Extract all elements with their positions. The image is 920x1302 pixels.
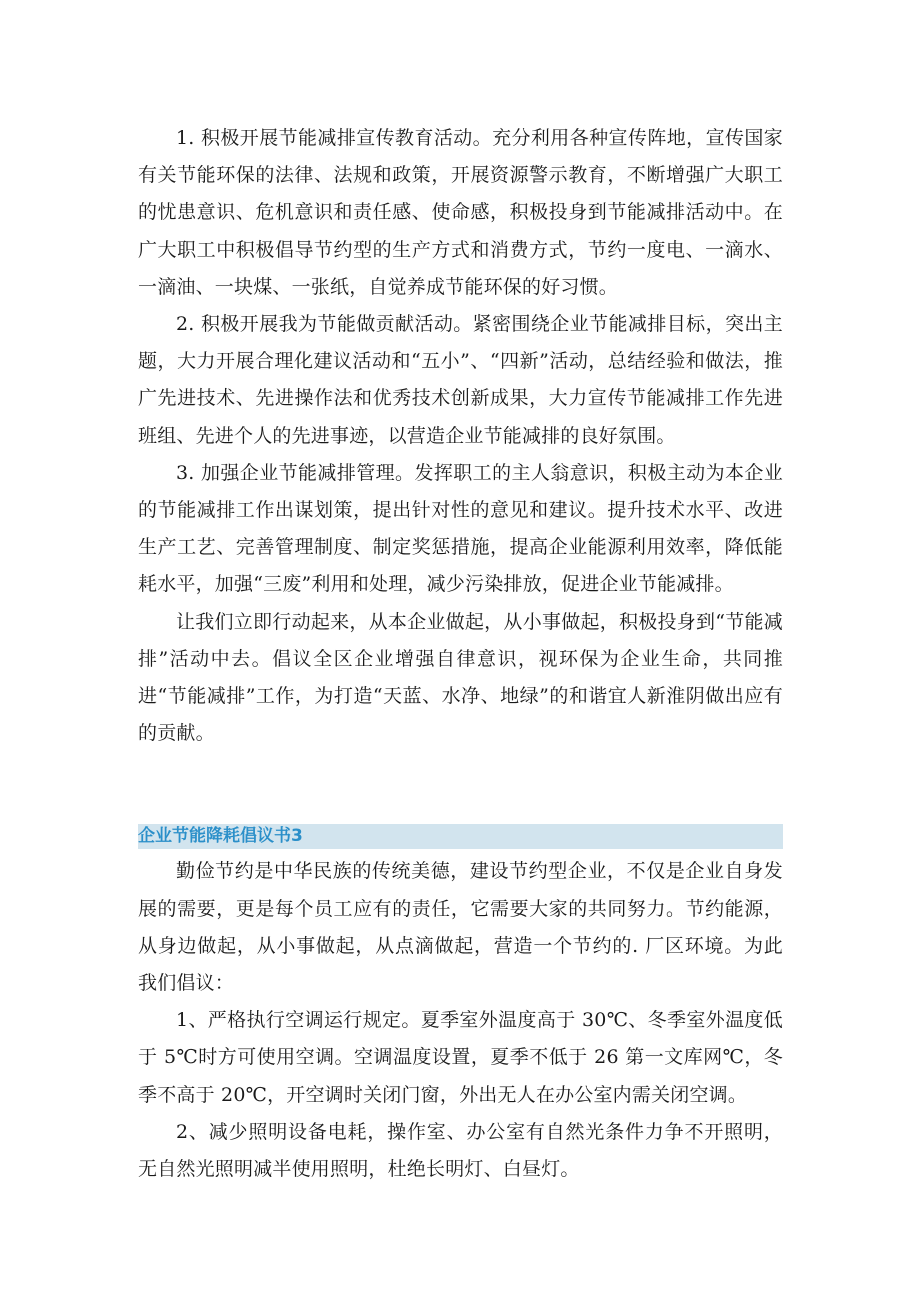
paragraph-intro: 勤俭节约是中华民族的传统美德，建设节约型企业，不仅是企业自身发展的需要，更是每个员工应有的责任，它需要大家的共同努力。节约能源，从身边做起，从小事做起，从点滴做起，营造一个节约的. 厂区环境。为此我们倡议： xyxy=(138,860,783,995)
paragraph-management: 3. 加强企业节能减排管理。发挥职工的主人翁意识，积极主动为本企业的节能减排工作出谋划策，提出针对性的意见和建议。提升技术水平、改进生产工艺、完善管理制度、制定奖惩措施，提高企业能源利用效率，降低能耗水平，加强“三废”利用和处理，减少污染排放，促进企业节能减排。 xyxy=(138,461,783,596)
paragraph-air-conditioning: 1、严格执行空调运行规定。夏季室外温度高于 30℃、冬季室外温度低于 5℃时方可使用空调。空调温度设置，夏季不低于 26 第一文库网℃，冬季不高于 20℃，开空调时关闭门窗，外出无人在办公室内需关闭空调。 xyxy=(138,1009,783,1106)
section-heading: 企业节能降耗倡议书3 xyxy=(138,826,303,847)
paragraph-energy-publicity: 1. 积极开展节能减排宣传教育活动。充分利用各种宣传阵地，宣传国家有关节能环保的法律、法规和政策，开展资源警示教育，不断增强广大职工的忧患意识、危机意识和责任感、使命感，积极投身到节能减排活动中。在广大职工中积极倡导节约型的生产方式和消费方式，节约一度电、一滴水、一滴油、一块煤、一张纸，自觉养成节能环保的好习惯。 xyxy=(138,127,783,298)
section-spacer xyxy=(138,752,783,824)
paragraph-call-to-action: 让我们立即行动起来，从本企业做起，从小事做起，积极投身到“节能减排”活动中去。倡议全区企业增强自律意识，视环保为企业生命，共同推进“节能减排”工作，为打造“天蓝、水净、地绿”的和谐宜人新淮阴做出应有的贡献。 xyxy=(138,610,783,745)
section-heading-bar xyxy=(138,824,783,849)
document-page xyxy=(138,120,783,1188)
paragraph-lighting: 2、减少照明设备电耗，操作室、办公室有自然光条件力争不开照明，无自然光照明减半使用照明，杜绝长明灯、白昼灯。 xyxy=(138,1120,783,1181)
paragraph-contribution-activity: 2. 积极开展我为节能做贡献活动。紧密围绕企业节能减排目标，突出主题，大力开展合理化建议活动和“五小”、“四新”活动，总结经验和做法，推广先进技术、先进操作法和优秀技术创新成果，大力宣传节能减排工作先进班组、先进个人的先进事迹，以营造企业节能减排的良好氛围。 xyxy=(138,313,783,447)
